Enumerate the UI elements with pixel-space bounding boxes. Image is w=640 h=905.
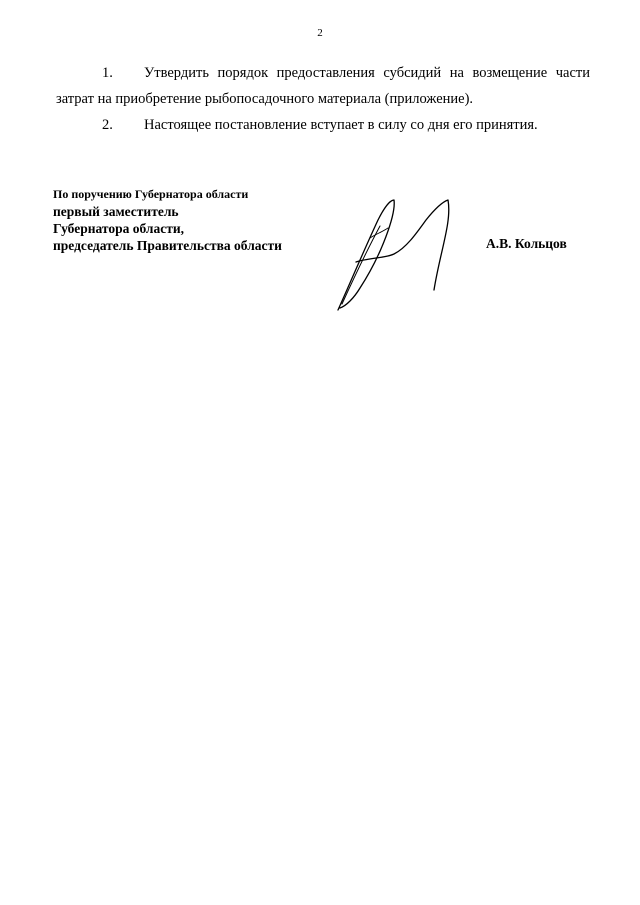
- document-body: [56, 60, 590, 138]
- signatory-line-2: первый заместитель: [53, 204, 179, 219]
- list-item: [56, 60, 590, 112]
- signatory-line-4: председатель Правительства области: [53, 238, 282, 253]
- signatory-title-block: [53, 186, 282, 254]
- item-number: 2.: [102, 117, 113, 133]
- item-text: Утвердить порядок предоставления субсидий на возмещение части затрат на приобретение рыбопосадочного материала (приложение).: [56, 65, 590, 107]
- item-number: 1.: [102, 65, 113, 81]
- item-text: Настоящее постановление вступает в силу со дня его принятия.: [144, 117, 538, 133]
- list-item: [56, 112, 590, 138]
- signatory-name: А.В. Кольцов: [486, 236, 567, 251]
- handwritten-signature: [330, 192, 470, 316]
- signatory-line-3: Губернатора области,: [53, 221, 184, 236]
- signatory-line-1: По поручению Губернатора области: [53, 187, 249, 201]
- page-number: 2: [317, 27, 323, 39]
